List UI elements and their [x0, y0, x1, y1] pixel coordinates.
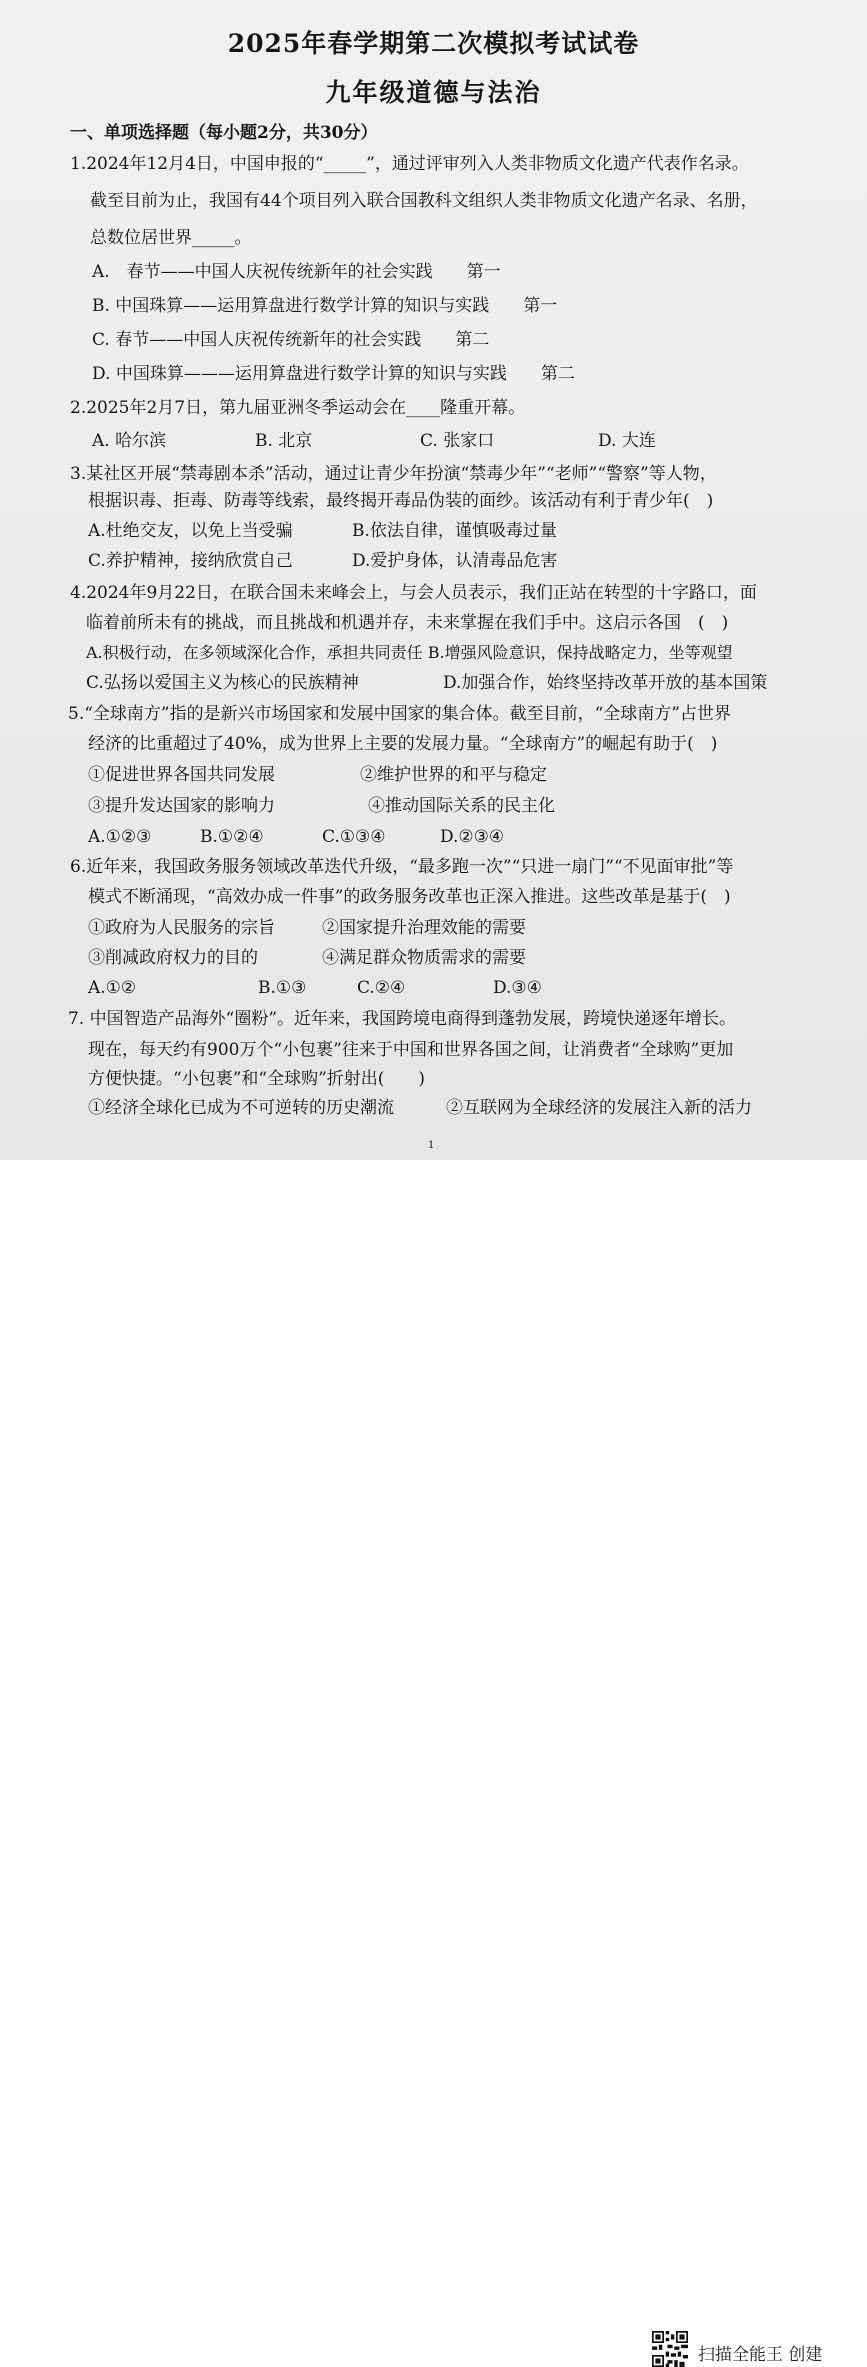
q7-stem-line2: 现在，每天约有900万个“小包裹”往来于中国和世界各国之间，让消费者“全球购”更加: [88, 1040, 734, 1060]
qr-code-icon: [652, 2331, 688, 2367]
scanner-app-name: 扫描全能王: [698, 2345, 783, 2365]
q6-statement-4: ④满足群众物质需求的需要: [322, 948, 526, 968]
q5-option-c: C.①③④: [322, 827, 386, 847]
q1-stem-line1: 1.2024年12月4日，中国申报的“_____”，通过评审列入人类非物质文化遗产代表作名录。: [70, 154, 749, 174]
q4-option-c: C.弘扬以爱国主义为核心的民族精神: [86, 673, 359, 693]
q3-stem-line2: 根据识毒、拒毒、防毒等线索，最终揭开毒品伪装的面纱。该活动有利于青少年( ): [88, 491, 714, 511]
q4-option-d: D.加强合作，始终坚持改革开放的基本国策: [443, 673, 768, 693]
q3-option-d: D.爱护身体，认清毒品危害: [352, 551, 558, 571]
q1-option-a: A. 春节——中国人庆祝传统新年的社会实践 第一: [92, 262, 501, 282]
q5-statement-4: ④推动国际关系的民主化: [368, 796, 555, 816]
page-title: 2025年春学期第二次模拟考试试卷: [227, 29, 640, 58]
page-number: 1: [428, 1140, 435, 1151]
q7-statement-1: ①经济全球化已成为不可逆转的历史潮流: [88, 1098, 394, 1118]
q3-option-a: A.杜绝交友，以免上当受骗: [88, 521, 293, 541]
q2-option-b: B. 北京: [255, 431, 313, 451]
q6-stem-line2: 模式不断涌现，“高效办成一件事”的政务服务改革也正深入推进。这些改革是基于( ): [88, 887, 731, 907]
scanner-footer: [0, 1160, 867, 2365]
q3-option-c: C.养护精神，接纳欣赏自己: [88, 551, 293, 571]
q6-statement-2: ②国家提升治理效能的需要: [322, 918, 526, 938]
q4-stem-line2: 临着前所未有的挑战，而且挑战和机遇并存，未来掌握在我们手中。这启示各国 ( ): [86, 613, 729, 633]
q2-stem: 2.2025年2月7日，第九届亚洲冬季运动会在____隆重开幕。: [70, 398, 526, 418]
q1-stem-line3: 总数位居世界_____。: [90, 228, 252, 248]
q4-options-ab: A.积极行动，在多领域深化合作，承担共同责任 B.增强风险意识，保持战略定力，坐等观望: [86, 643, 733, 662]
q6-option-b: B.①③: [258, 978, 307, 998]
q7-statement-2: ②互联网为全球经济的发展注入新的活力: [446, 1098, 752, 1118]
q1-option-b: B. 中国珠算——运用算盘进行数学计算的知识与实践 第一: [92, 296, 558, 316]
q2-option-a: A. 哈尔滨: [92, 431, 167, 451]
q1-option-c: C. 春节——中国人庆祝传统新年的社会实践 第二: [92, 330, 490, 350]
q5-statement-2: ②维护世界的和平与稳定: [360, 765, 547, 785]
q3-stem-line1: 3.某社区开展“禁毒剧本杀”活动，通过让青少年扮演“禁毒少年”“老师”“警察”等人物，: [70, 464, 717, 484]
scanner-action: 创建: [788, 2345, 823, 2365]
q6-statement-1: ①政府为人民服务的宗旨: [88, 918, 275, 938]
q2-option-c: C. 张家口: [420, 431, 495, 451]
exam-paper: [0, 0, 867, 1160]
q1-option-d: D. 中国珠算———运用算盘进行数学计算的知识与实践 第二: [92, 364, 575, 384]
q1-stem-line2: 截至目前为止，我国有44个项目列入联合国教科文组织人类非物质文化遗产名录、名册，: [90, 191, 758, 211]
q4-stem-line1: 4.2024年9月22日，在联合国未来峰会上，与会人员表示，我们正站在转型的十字路口，面: [70, 583, 757, 603]
q7-stem-line3: 方便快捷。“小包裹”和“全球购”折射出( ): [88, 1069, 426, 1089]
q5-option-a: A.①②③: [88, 827, 152, 847]
q5-option-b: B.①②④: [200, 827, 264, 847]
q5-stem-line1: 5.“全球南方”指的是新兴市场国家和发展中国家的集合体。截至目前，“全球南方”占世界: [68, 704, 731, 724]
q6-stem-line1: 6.近年来，我国政务服务领域改革迭代升级，“最多跑一次”“只进一扇门”“不见面审批”等: [70, 857, 734, 877]
q6-statement-3: ③削减政府权力的目的: [88, 948, 258, 968]
q3-option-b: B.依法自律，谨慎吸毒过量: [352, 521, 557, 541]
q5-option-d: D.②③④: [440, 827, 505, 847]
q7-stem-line1: 7. 中国智造产品海外“圈粉”。近年来，我国跨境电商得到蓬勃发展，跨境快递逐年增长。: [68, 1009, 737, 1029]
scanner-credit: [698, 2340, 822, 2365]
page-subtitle: 九年级道德与法治: [325, 78, 542, 107]
q5-statement-3: ③提升发达国家的影响力: [88, 796, 275, 816]
q2-option-d: D. 大连: [598, 431, 656, 451]
q5-statement-1: ①促进世界各国共同发展: [88, 765, 275, 785]
section-heading: 一、单项选择题（每小题2分，共30分）: [70, 123, 378, 143]
q5-stem-line2: 经济的比重超过了40%，成为世界上主要的发展力量。“全球南方”的崛起有助于( ): [88, 734, 718, 754]
q6-option-c: C.②④: [357, 978, 406, 998]
q6-option-a: A.①②: [88, 978, 137, 998]
q6-option-d: D.③④: [493, 978, 542, 998]
